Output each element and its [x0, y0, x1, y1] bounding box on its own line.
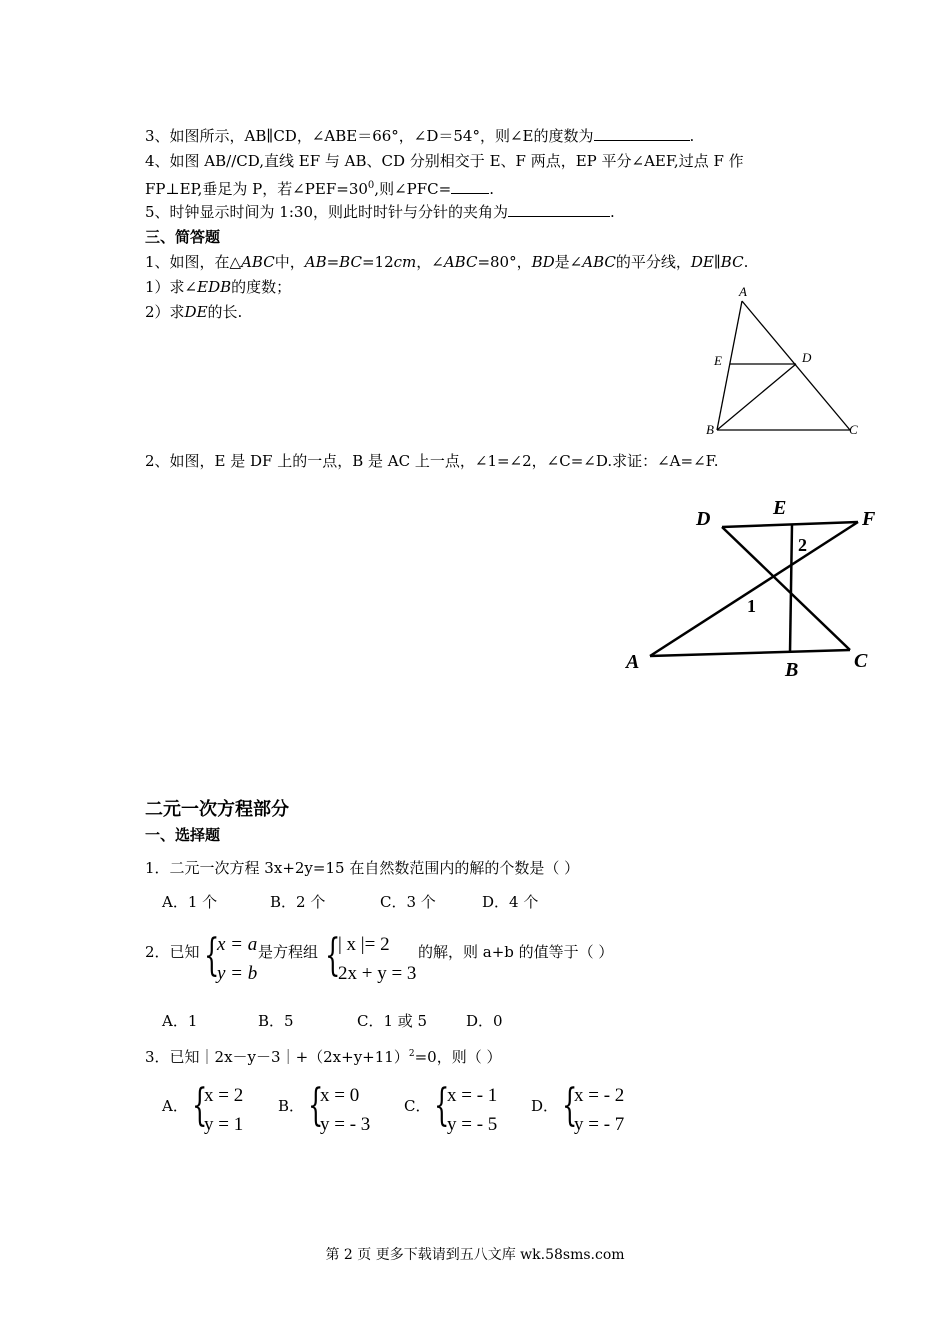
q3-d-row2: y = - 7	[574, 1114, 625, 1135]
mc-q3-option-b[interactable]: B．	[278, 1097, 305, 1115]
mc-q2-option-a[interactable]: A．1	[162, 1012, 198, 1030]
q3-c-row1: x = - 1	[447, 1085, 498, 1106]
mc-q1-option-d[interactable]: D．4 个	[482, 893, 539, 911]
q3-c-row2: y = - 5	[447, 1114, 498, 1135]
segment-eb	[790, 524, 792, 653]
section-heading-short-answer: 三、简答题	[145, 228, 221, 246]
mc-q2-option-b[interactable]: B．5	[258, 1012, 294, 1030]
label-d: D	[802, 350, 812, 365]
parallel-lines-figure	[620, 495, 890, 690]
label-a: A	[739, 284, 747, 299]
label-two: 2	[798, 535, 807, 555]
label-c: C	[849, 422, 858, 437]
q3-a-row1: x = 2	[204, 1085, 244, 1106]
left-brace-icon: {	[192, 1080, 208, 1131]
label-c: C	[854, 650, 868, 672]
label-b: B	[706, 422, 714, 437]
label-f: F	[862, 508, 876, 530]
segment-bd	[717, 364, 796, 430]
left-brace-icon: {	[562, 1080, 578, 1131]
problem-1-sub1: 1）求∠EDB的度数；	[145, 278, 292, 296]
equations-title: 二元一次方程部分	[145, 799, 289, 820]
left-brace-icon: {	[434, 1080, 450, 1131]
answer-blank[interactable]	[508, 202, 610, 217]
q2-system2-row1: | x |= 2	[338, 934, 390, 955]
q3-d-row1: x = - 2	[574, 1085, 625, 1106]
segment-ac	[650, 650, 850, 656]
q3-b-row1: x = 0	[320, 1085, 360, 1106]
mc-q2-option-d[interactable]: D．0	[466, 1012, 503, 1030]
label-e: E	[773, 497, 787, 519]
segment-dc	[722, 527, 850, 650]
fill-in-q5: 5、时钟显示时间为 1:30，则此时时针与分针的夹角为 .	[145, 203, 615, 221]
mc-q2-prefix: 2．已知	[145, 943, 200, 961]
fill-in-q4-line2: FP⊥EP,垂足为 P，若$\angle PEF=30^0$,则∠PFC= .	[145, 180, 494, 198]
mc-q2-option-c[interactable]: C．1 或 5	[357, 1012, 428, 1030]
segment-af	[650, 522, 858, 656]
label-b: B	[785, 659, 799, 681]
problem-1-statement: 1、如图，在△ABC中，AB=BC=12cm，∠ABC=80°，BD是∠ABC的平分线，DE∥BC.	[145, 253, 749, 271]
mc-q2-suffix: 的解，则 a+b 的值等于（ ）	[418, 943, 614, 961]
q3-b-row2: y = - 3	[320, 1114, 371, 1135]
mc-q3-option-a[interactable]: A．	[162, 1097, 188, 1115]
q2-system2-row2: 2x + y = 3	[338, 963, 417, 984]
label-d: D	[696, 508, 711, 530]
label-e: E	[714, 353, 722, 368]
mc-question-3: 3．已知$|2x-y-3|+(2x+y+11)^2=0$，则（ ）	[145, 1048, 502, 1066]
fill-in-q3: 3、如图所示，AB∥CD，∠ABE＝66°，∠D＝54°，则∠E的度数为 .	[145, 127, 695, 145]
q3-a-row2: y = 1	[204, 1114, 244, 1135]
q2-system1-row2: y = b	[217, 963, 258, 984]
triangle-figure	[700, 280, 870, 440]
answer-blank[interactable]	[451, 179, 489, 194]
label-one: 1	[747, 596, 756, 616]
left-brace-icon: {	[325, 930, 341, 981]
mc-q1-option-b[interactable]: B．2 个	[270, 893, 326, 911]
mc-q3-option-c[interactable]: C．	[404, 1097, 431, 1115]
page-footer: 第 2 页 更多下载请到五八文库 wk.58sms.com	[325, 1247, 625, 1263]
problem-1-sub2: 2）求DE的长.	[145, 303, 243, 321]
mc-q1-option-c[interactable]: C．3 个	[380, 893, 436, 911]
problem-2-statement: 2、如图，E 是 DF 上的一点，B 是 AC 上一点，∠1=∠2，∠C=∠D.求证：∠A=∠F.	[145, 452, 719, 470]
answer-blank[interactable]	[594, 126, 690, 141]
mc-q1-option-a[interactable]: A．1 个	[162, 893, 218, 911]
mc-question-1: 1．二元一次方程 3x+2y=15 在自然数范围内的解的个数是（ ）	[145, 859, 580, 877]
q2-system1-row1: x = a	[217, 934, 258, 955]
mc-q2-middle: 是方程组	[258, 943, 319, 961]
left-brace-icon: {	[204, 930, 220, 981]
fill-in-q4-line1: 4、如图 AB//CD,直线 EF 与 AB、CD 分别相交于 E、F 两点，EP 平分∠AEF,过点 F 作	[145, 152, 744, 170]
label-a: A	[626, 651, 640, 673]
segment-df	[722, 522, 858, 527]
section-heading-multiple-choice: 一、选择题	[145, 826, 221, 844]
left-brace-icon: {	[308, 1080, 324, 1131]
mc-q3-option-d[interactable]: D．	[531, 1097, 559, 1115]
side-ac	[742, 301, 850, 430]
